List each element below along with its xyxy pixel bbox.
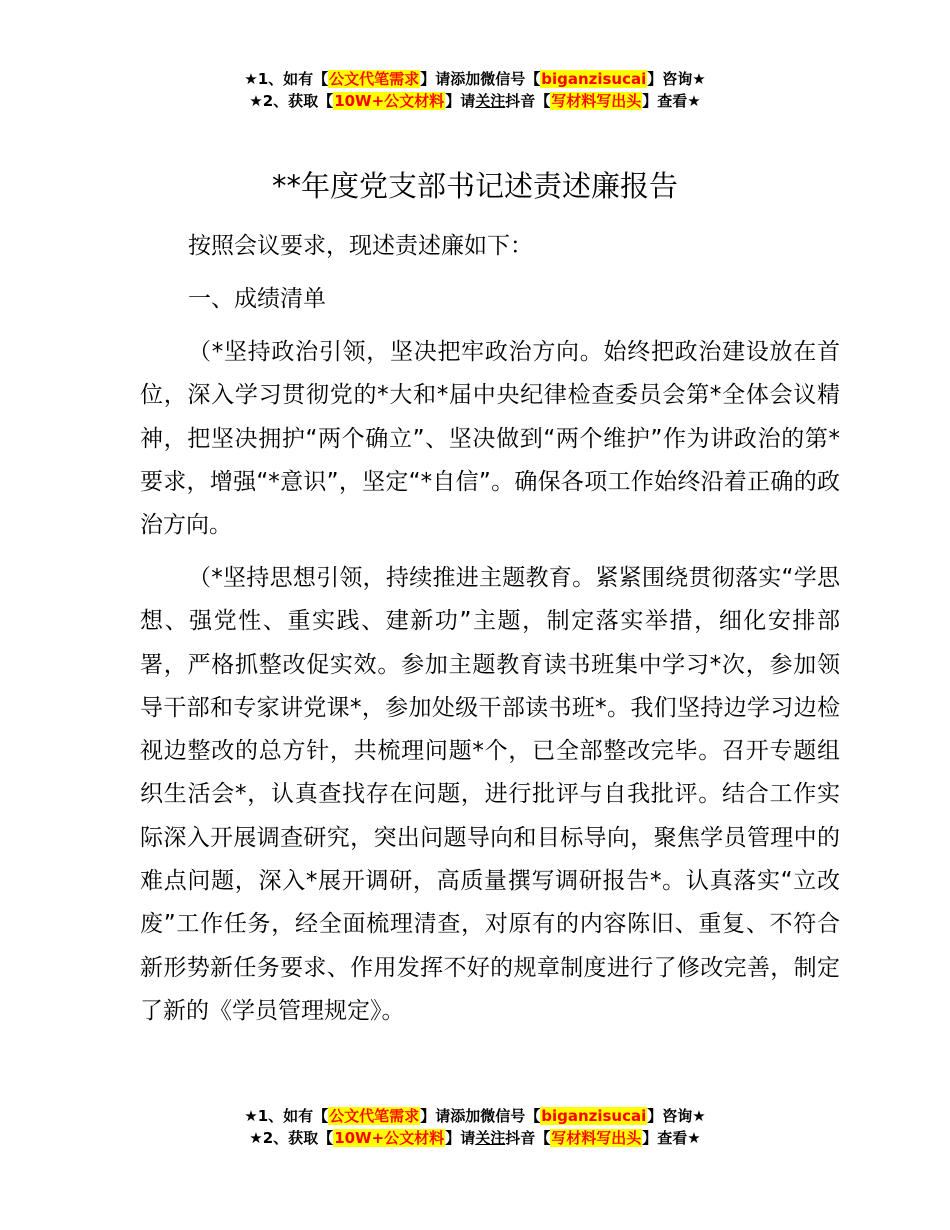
- banner-text: 抖音【: [505, 92, 551, 110]
- banner-highlight: 公文代笔需求: [329, 1107, 420, 1125]
- banner-highlight: biganzisucai: [541, 1107, 647, 1125]
- banner-text: 】请: [445, 92, 476, 110]
- banner-text: 抖音【: [505, 1129, 551, 1147]
- banner-highlight: 10W+公文材料: [334, 1129, 445, 1147]
- banner-highlight: 10W+公文材料: [334, 92, 445, 110]
- banner-underlined-text: 关注: [475, 1129, 506, 1147]
- banner-text: ★2、获取【: [249, 1129, 334, 1147]
- banner-line-1: [0, 68, 950, 90]
- banner-text: 】请添加微信号【: [420, 70, 541, 88]
- banner-text: ★2、获取【: [249, 92, 334, 110]
- banner-underlined-text: 关注: [475, 92, 506, 110]
- body-paragraph-2: （*坚持思想引领，持续推进主题教育。紧紧围绕贯彻落实“学思想、强党性、重实践、建新功”主题，制定落实举措，细化安排部署，严格抓整改促实效。参加主题教育读书班集中学习*次，参加领导干部和专家讲党课*，参加处级干部读书班*。我们坚持边学习边检视边整改的总方针，共梳理问题*个，已全部整改完毕。召开专题组织生活会*，认真查找存在问题，进行批评与自我批评。结合工作实际深入开展调查研究，突出问题导向和目标导向，聚焦学员管理中的难点问题，深入*展开调研，高质量撰写调研报告*。认真落实“立改废”工作任务，经全面梳理清查，对原有的内容陈旧、重复、不符合新形势新任务要求、作用发挥不好的规章制度进行了修改完善，制定了新的《学员管理规定》。: [140, 565, 840, 1024]
- banner-text: 】查看★: [642, 92, 701, 110]
- banner-text: 】查看★: [642, 1129, 701, 1147]
- banner-highlight: 写材料写出头: [551, 1129, 642, 1147]
- banner-highlight: 公文代笔需求: [329, 70, 420, 88]
- document-title: **年度党支部书记述责述廉报告: [271, 169, 678, 203]
- banner-line-2: [0, 1127, 950, 1149]
- banner-text: 】请: [445, 1129, 476, 1147]
- footer-banner: [0, 1105, 950, 1149]
- banner-highlight: biganzisucai: [541, 70, 647, 88]
- banner-text: ★1、如有【: [244, 70, 329, 88]
- banner-text: ★1、如有【: [244, 1107, 329, 1125]
- banner-text: 】咨询★: [647, 1107, 706, 1125]
- section-heading: 一、成绩清单: [188, 286, 326, 312]
- body-paragraph-1: （*坚持政治引领，坚决把牢政治方向。始终把政治建设放在首位，深入学习贯彻党的*大和*届中央纪律检查委员会第*全体会议精神，把坚决拥护“两个确立”、坚决做到“两个维护”作为讲政治的第*要求，增强“*意识”，坚定“*自信”。确保各项工作始终沿着正确的政治方向。: [140, 339, 840, 539]
- banner-highlight: 写材料写出头: [551, 92, 642, 110]
- banner-line-1: [0, 1105, 950, 1127]
- intro-paragraph: 按照会议要求，现述责述廉如下：: [188, 233, 533, 259]
- banner-text: 】请添加微信号【: [420, 1107, 541, 1125]
- banner-text: 】咨询★: [647, 70, 706, 88]
- header-banner: [0, 68, 950, 112]
- banner-line-2: [0, 90, 950, 112]
